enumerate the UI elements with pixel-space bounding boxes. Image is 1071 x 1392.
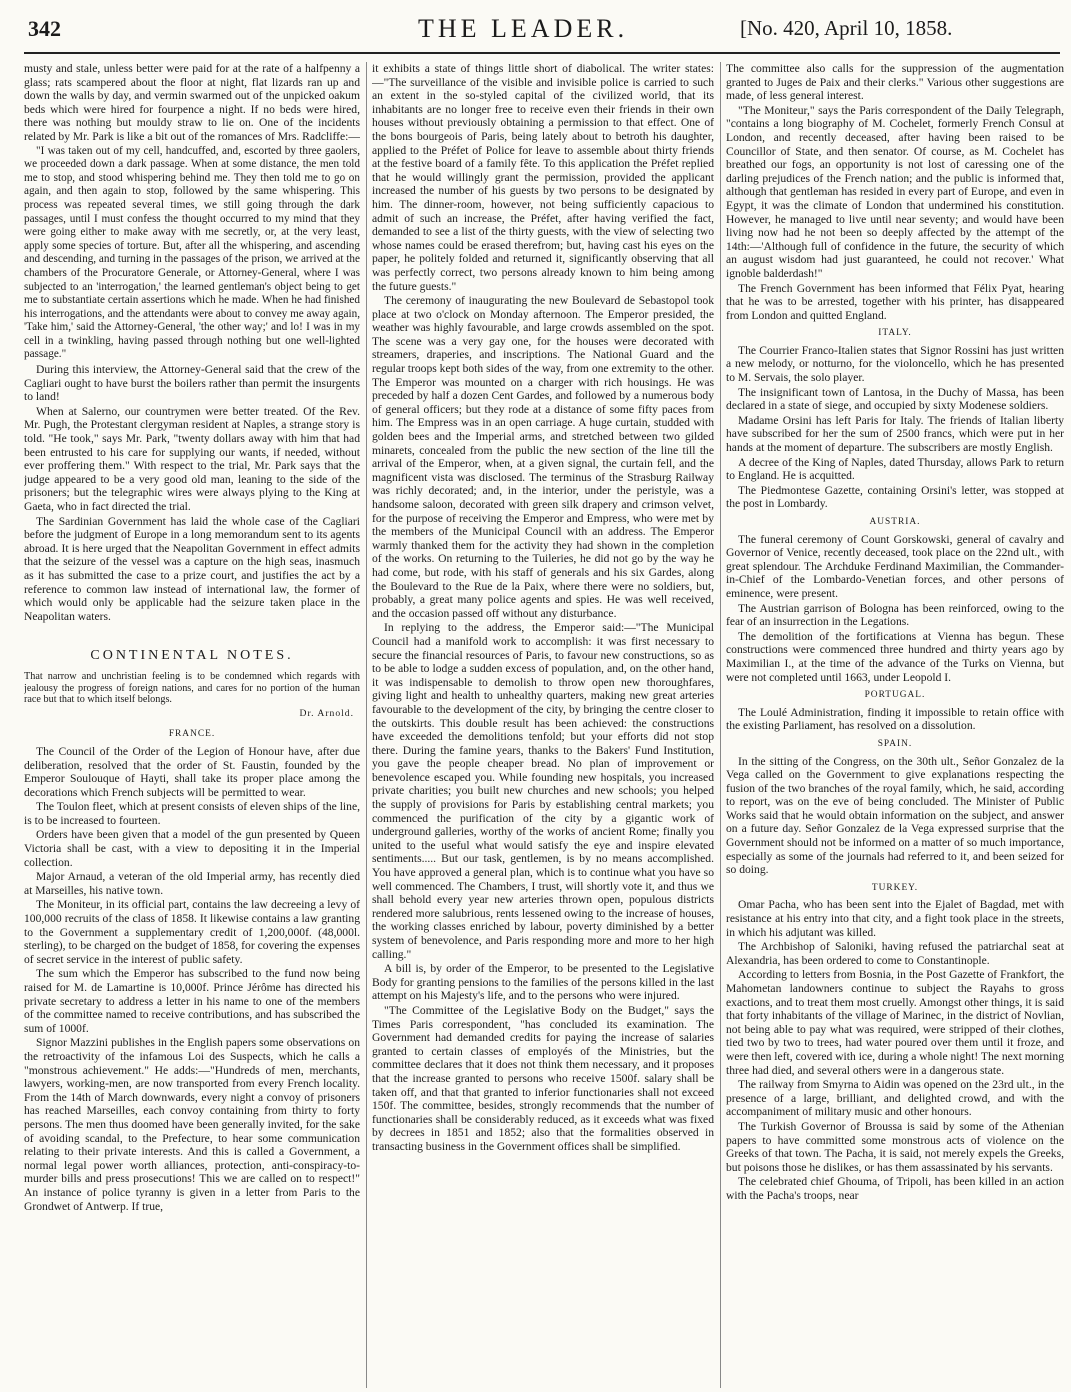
paragraph: The Archbishop of Saloniki, having refused the patriarchal seat at Alexandria, has been ordered to come to Constantinople.: [726, 940, 1064, 967]
subheading-austria: AUSTRIA.: [869, 517, 921, 527]
paragraph: During this interview, the Attorney-General said that the crew of the Cagliari ought to have burst the boilers rather than permit the insurgents to land!: [24, 363, 360, 404]
column-right: [726, 62, 1064, 1388]
paragraph: The Courrier Franco-Italien states that Signor Rossini has just written a new melody, or notturno, for the violoncello, which he has presented to M. Servais, the solo player.: [726, 343, 1064, 385]
issue-info: [No. 420, April 10, 1858.: [740, 16, 953, 40]
subheading-spain: SPAIN.: [877, 738, 913, 749]
subheading-portugal: PORTUGAL.: [864, 690, 926, 701]
paragraph: The Piedmontese Gazette, containing Orsini's letter, was stopped at the post in Lombardy.: [726, 483, 1064, 511]
subheading-turkey: TURKEY.: [871, 882, 919, 893]
paragraph: "The Moniteur," says the Paris correspondent of the Daily Telegraph, "contains a long biography of M. Cochelet, formerly French Consul at London, and recently deceased, after having been raised to be Councillor of State, and then senator. Of course, as M. Cochelet has breathed our fogs, an opportunity is not lost of caressing one of the darling prejudices of the French nation; and the public is informed that, although that gentleman has resided in every part of Europe, and even in Egypt, it was the climate of London that undermined his constitution. However, he managed to live until near seventy; and would have been living now had he not been so deeply affected by the attempt of the 14th:—'Although full of confidence in the future, the security of which an august wisdom had just guaranteed, he could not recover.' What ignoble balderdash!": [726, 103, 1064, 280]
paragraph: The Council of the Order of the Legion of Honour have, after due deliberation, resolved that the order of St. Faustin, founded by the Emperor Soulouque of Hayti, shall take its proper place among the decorations which French subjects will be permitted to wear.: [24, 744, 360, 799]
paragraph: Major Arnaud, a veteran of the old Imperial army, has recently died at Marseilles, his native town.: [24, 870, 360, 897]
paragraph: The sum which the Emperor has subscribed to the fund now being raised for M. de Lamartine is 10,000f. Prince Jérôme has directed his private secretary to address a letter in his name to one of the members of the committee named to receive contributions, and has subscribed the sum of 1000f.: [24, 967, 360, 1035]
paragraph: A decree of the King of Naples, dated Thursday, allows Park to return to England. He is acquitted.: [726, 455, 1064, 483]
paragraph: The insignificant town of Lantosa, in the Duchy of Massa, has been declared in a state of siege, and occupied by sixty Modenese soldiers.: [726, 385, 1064, 413]
paragraph: "The Committee of the Legislative Body on the Budget," says the Times Paris correspondent, "has concluded its examination. The Government had demanded credits for paying the increase of salaries granted to certain classes of employés of the Ministries, but the committee declares that it does not think them necessary, and it proposes that the increase granted to persons who receive 1500f. salary shall be taken off, and that that granted to inferior functionaries shall not exceed 150f. The committee, besides, strongly recommends that the number of functionaries shall be considerably reduced, as it exceeds what was fixed by decrees in 1851 and 1852; also that the formalities observed in transacting business in the Government offices shall be simplified.: [372, 1003, 714, 1153]
page-number: 342: [28, 16, 61, 41]
paragraph: musty and stale, unless better were paid for at the rate of a halfpenny a glass; rats scampered about the floor at night, flat lizards ran up and down the walls by day, and vermin swarmed out of the unpicked oakum beds which were hired for fourpence a night. If no beds were hired, there was nothing but mouldy straw to lie on. One of the incidents related by Mr. Park is like a bit out of the romances of Mrs. Radcliffe:—: [24, 62, 360, 143]
paragraph: The Austrian garrison of Bologna has been reinforced, owing to the fear of an insurrection in the Legations.: [726, 601, 1064, 629]
paragraph: Signor Mazzini publishes in the English papers some observations on the retroactivity of the infamous Loi des Suspects, which he calls a "monstrous achievement." He adds:—"Hundreds of men, merchants, lawyers, working-men, are now transported from every French locality. From the 14th of March downwards, every night a convoy of prisoners has reached Marseilles, each convoy containing from thirty to forty persons. The men thus doomed have been generally invited, for the sake of avoiding scandal, to the Prefecture, to hear some communication relating to their private interests. And this is called a Government, a normal legal power worth alliances, protection, anti-conspiracy-to-murder bills and press prosecutions! This we are called on to respect!" An instance of police tyranny is given in a letter from Paris to the Grondwet of Antwerp. If true,: [24, 1036, 360, 1213]
page-header: [0, 0, 1071, 56]
paragraph: The Loulé Administration, finding it impossible to retain office with the existing Parliament, has resolved on a dissolution.: [726, 705, 1064, 733]
paragraph: The French Government has been informed that Félix Pyat, hearing that he was to be arrested, together with his printer, has disappeared from London and quitted England.: [726, 281, 1064, 322]
subheading-france: FRANCE.: [168, 729, 216, 740]
paragraph: A bill is, by order of the Emperor, to be presented to the Legislative Body for granting pensions to the families of the persons killed in the last attempt on his Majesty's life, and to the persons who were injured.: [372, 962, 714, 1003]
paragraph: The committee also calls for the suppression of the augmentation granted to Juges de Paix and their clerks." Various other suggestions are made, of less general interest.: [726, 62, 1064, 103]
column-divider: [366, 62, 367, 1388]
column-middle: [372, 62, 714, 1388]
paragraph: When at Salerno, our countrymen were better treated. Of the Rev. Mr. Pugh, the Protestant clergyman resident at Naples, a strange story is told. "He took," says Mr. Park, "twenty dollars away with him that had been entrusted to his care for supplying our wants, if needed, without ever proffering them." With respect to the trial, Mr. Park says that the judge appeared to be a very good old man, leaning to the side of the prisoners; but the telegraphic wires were always plying to the King at Gaeta, who in fact directed the trial.: [24, 404, 360, 513]
column-left: [24, 62, 360, 1388]
masthead-title: THE LEADER.: [418, 14, 629, 43]
paragraph: Madame Orsini has left Paris for Italy. The friends of Italian liberty have subscribed for her the sum of 2500 francs, which were put in her hands at the moment of departure. The subscribers are mostly English.: [726, 413, 1064, 455]
paragraph: The ceremony of inaugurating the new Boulevard de Sebastopol took place at two o'clock on Monday afternoon. The Emperor presided, the weather was highly favourable, and large crowds assembled on the spot. The scene was a very gay one, for the houses were decorated with streamers, draperies, and inscriptions. The National Guard and the regular troops kept both sides of the way, from one extremity to the other. The Emperor was mounted on a charger with rich housings. He was preceded by half a dozen Cent Gardes, and followed by a numerous body of general officers; but they rode at a distance of some fifty paces from him. The Empress was in an open carriage. A huge curtain, studded with golden bees and the Imperial arms, and stretched between two gilded minarets, concealed from the public the new section of the line till the arrival of the Emperor, when, at a given signal, the curtain fell, and the magnificent vista was disclosed. The terminus of the Strasburg Railway was richly decorated; and, in the interior, under the peristyle, was a handsome saloon, decorated with green silk drapery and crimson velvet, for the purpose of receiving the Emperor and Empress, who were met by the members of the Municipal Council with an address. The Emperor warmly thanked them for the activity they had shown in the completion of the works. On returning to the Tuileries, he did not go by the way he had come, but rode, with his staff of generals and his six Gardes, along the Boulevard to the Rue de la Paix, where there were no soldiers, but, probably, a great many police agents and spies. He was well received, and the occasion passed off without any disturbance.: [372, 294, 714, 620]
column-divider: [720, 62, 721, 1388]
paragraph: The Sardinian Government has laid the whole case of the Cagliari before the judgment of Europe in a long memorandum sent to its agents abroad. It is here urged that the Neapolitan Government in effect admits that the seizure of the vessel was a capture on the high seas, inasmuch as it has submitted the case to a prize court, and justifies the act by a reference to common law instead of international law, the former of which would only be applicable had the seizure taken place in the Neapolitan waters.: [24, 514, 360, 623]
quotation: "I was taken out of my cell, handcuffed, and, escorted by three gaolers, we proceeded down a dark passage. When at some distance, the men told me to stop, and stood whispering behind me. They then told me to go on again, and then again to stop, followed by the same whispering. This process was repeated several times, we still going through the dark passages, until I must confess the thought occurred to my mind that they were going either to make away with me secretly, or, at the very least, apply some species of torture. But, after all the whispering, and ascending and descending, and turning in the passages of the prison, we arrived at the chambers of the Procuratore Generale, or Attorney-General, where I was subjected to an 'interrogation,' the learned gentleman's object being to get me to substantiate certain assertions which he made. When he had finished his interrogations, and the attendants were about to convey me away again, 'Take him,' said the Attorney-General, 'the other way;' and lo! I was in my cell in a twinkling, having passed through nothing but one well-lighted passage.": [24, 144, 360, 361]
epigraph: That narrow and unchristian feeling is to be condemned which regards with jealousy the progress of foreign nations, and cares for no portion of the human race but that to which itself belongs.: [24, 670, 360, 706]
header-rule: [24, 52, 1060, 54]
paragraph: According to letters from Bosnia, in the Post Gazette of Frankfort, the Mahometan landowners continue to subject the Rayahs to gross exactions, and to treat them most cruelly. Amongst other things, it is said that forty inhabitants of the village of Marinec, in the district of Novlian, not being able to pay what was required, were stripped of their clothes, tied two by two to trees, had water poured over them until it froze, and were then left, covered with ice, during a whole night! The next morning three had died, and several others were in a dangerous state.: [726, 968, 1064, 1077]
paragraph: Orders have been given that a model of the gun presented by Queen Victoria shall be cast, with a view to depositing it in the Imperial collection.: [24, 828, 360, 869]
subheading-italy: ITALY.: [878, 328, 912, 339]
paragraph: In the sitting of the Congress, on the 30th ult., Señor Gonzalez de la Vega called on the Government to give explanations respecting the fusion of the two branches of the royal family, which, he said, according to report, was on the eve of being concluded. The Minister of Public Works said that he would obtain information on the subject, and answer on a future day. Señor Gonzalez de la Vega expressed surprise that the Government should not be informed on a matter of so much importance, especially as some of the journals had referred to it, and been seized for so doing.: [726, 754, 1064, 877]
paragraph: Omar Pacha, who has been sent into the Ejalet of Bagdad, met with resistance at his entry into that city, and a fight took place in the streets, in which his adjutant was killed.: [726, 898, 1064, 939]
epigraph-signature: Dr. Arnold.: [299, 707, 354, 719]
section-heading: CONTINENTAL NOTES.: [90, 648, 294, 664]
paragraph: The Toulon fleet, which at present consists of eleven ships of the line, is to be increased to fourteen.: [24, 800, 360, 827]
paragraph: The Turkish Governor of Broussa is said by some of the Athenian papers to have committed some monstrous acts of violence on the Greeks of that town. The Pacha, it is said, not merely expels the Greeks, but poisons those he dislikes, or has them assassinated by his servants.: [726, 1119, 1064, 1174]
paragraph: The celebrated chief Ghouma, of Tripoli, has been killed in an action with the Pacha's troops, near: [726, 1175, 1064, 1202]
paragraph: The railway from Smyrna to Aidin was opened on the 23rd ult., in the presence of a large, brilliant, and delighted crowd, and with the accompaniment of military music and other honours.: [726, 1078, 1064, 1119]
paragraph: it exhibits a state of things little short of diabolical. The writer states:—"The surveillance of the visible and invisible police is carried to such an extent in the so-styled capital of the civilized world, that its inhabitants are no longer free to receive even their friends in their own houses without previously obtaining a permission to that effect. One of the bons bourgeois of Paris, being lately about to betroth his daughter, applied to the Préfet of Police for leave to assemble about thirty friends at the festive board of a family fête. To this application the Préfet replied that he would willingly grant the permission, provided the applicant increased the number of his guests by two persons to be designated by him. The dinner-room, however, not being sufficiently capacious to admit of such an increase, the Préfet, after having verified the fact, demanded to see a list of the thirty guests, with the view of selecting two whose names could be erased therefrom; but, having cast his eyes on the paper, he politely folded and returned it, significantly observing that all was perfectly correct, two persons already known to him being among the future guests.": [372, 62, 714, 293]
paragraph: In replying to the address, the Emperor said:—"The Municipal Council had a manifold work to accomplish: it was first necessary to secure the financial resources of Paris, to favour new constructions, so as to be able to lodge a sudden excess of population, and, on the other hand, it was indispensable to demolish to throw open new thoroughfares, giving light and health to unhealthy quarters, making new great arteries favourable to the development of the city, by bringing the centre closer to the outskirts. This double result has been achieved: the constructions have exceeded the demolitions tenfold; but your efforts did not stop there. During the famine years, thanks to the Bakers' Fund Institution, you gave the people cheaper bread. No plan of improvement or benevolence escaped you. While founding new hospitals, you increased private charities; you built new churches and new schools; you helped the supply of provisions for Paris by establishing central markets; you commenced the purification of the city by a gigantic work of underground galleries, worthy of the works of ancient Rome; finally you united to the useful what would satisfy the eye and inspire elevated sentiments..... But our task, gentlemen, is by no means accomplished. You have approved a general plan, which is to continue what you have so well commenced. The Chambers, I trust, will shortly vote it, and thus we shall behold every year new arteries thrown open, populous districts rendered more salubrious, rents lessened owing to the increase of houses, the working classes enriched by labour, poverty diminished by a better system of benevolence, and Paris responding more and more to her high calling.": [372, 621, 714, 961]
paragraph: The Moniteur, in its official part, contains the law decreeing a levy of 100,000 recruits of the class of 1858. It likewise contains a law granting to the Government a supplementary credit of 1,200,000f. (48,000l. sterling), to be charged on the budget of 1858, for covering the expenses of secret service in the interest of public safety.: [24, 898, 360, 966]
paragraph: The demolition of the fortifications at Vienna has begun. These constructions were commenced three hundred and thirty years ago by Maximilian I., at the time of the advance of the Turks on Vienna, but were not completed until 1663, under Leopold I.: [726, 629, 1064, 684]
paragraph: The funeral ceremony of Count Gorskowski, general of cavalry and Governor of Venice, recently deceased, took place on the 22nd ult., with great splendour. The Archduke Ferdinand Maximilian, the Commander-in-Chief of the Lombardo-Venetian forces, and other persons of eminence, were present.: [726, 532, 1064, 600]
